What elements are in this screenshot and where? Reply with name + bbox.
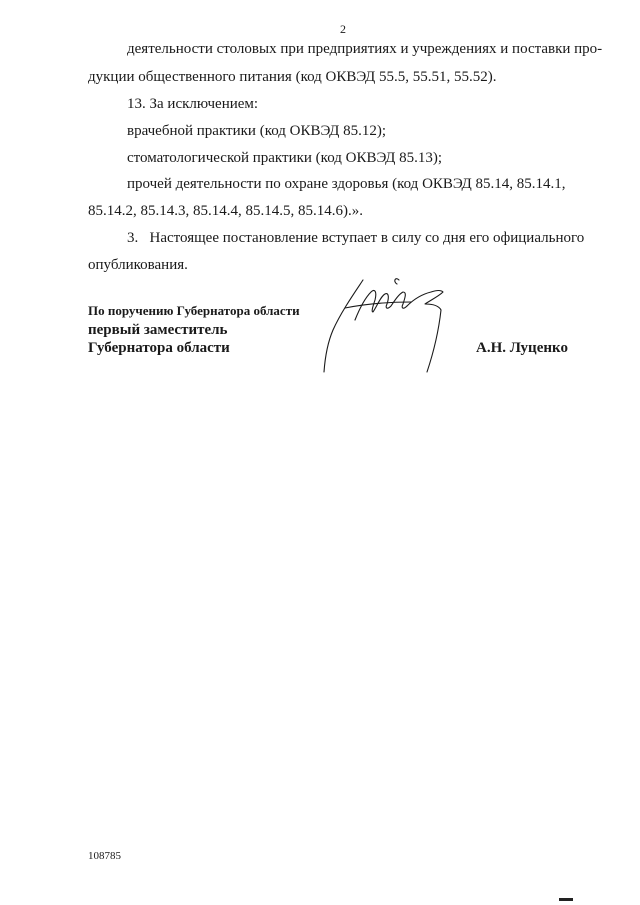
text-line: дукции общественного питания (код ОКВЭД 55.5, 55.51, 55.52).: [88, 69, 497, 85]
text-line: врачебной практики (код ОКВЭД 85.12);: [127, 123, 387, 139]
signature-line-position: первый заместитель: [88, 322, 228, 338]
signature-line-position-2: Губернатора области: [88, 340, 230, 356]
handwritten-signature-image: [315, 268, 475, 378]
text-line: прочей деятельности по охране здоровья (код ОКВЭД 85.14, 85.14.1,: [127, 176, 566, 192]
text-line: 3. Настоящее постановление вступает в силу со дня его официального: [127, 230, 585, 246]
text-line: опубликования.: [88, 257, 188, 273]
text-line: 13. За исключением:: [127, 96, 259, 112]
text-line: деятельности столовых при предприятиях и учреждениях и поставки про-: [127, 41, 603, 57]
page-number: 2: [340, 22, 346, 36]
document-code: 108785: [88, 850, 121, 862]
signature-line-authority: По поручению Губернатора области: [88, 303, 300, 318]
corner-mark: [559, 898, 573, 901]
text-line: 85.14.2, 85.14.3, 85.14.4, 85.14.5, 85.14.6).».: [88, 203, 363, 219]
signatory-name: А.Н. Луценко: [476, 340, 568, 356]
text-line: стоматологической практики (код ОКВЭД 85.13);: [127, 150, 443, 166]
